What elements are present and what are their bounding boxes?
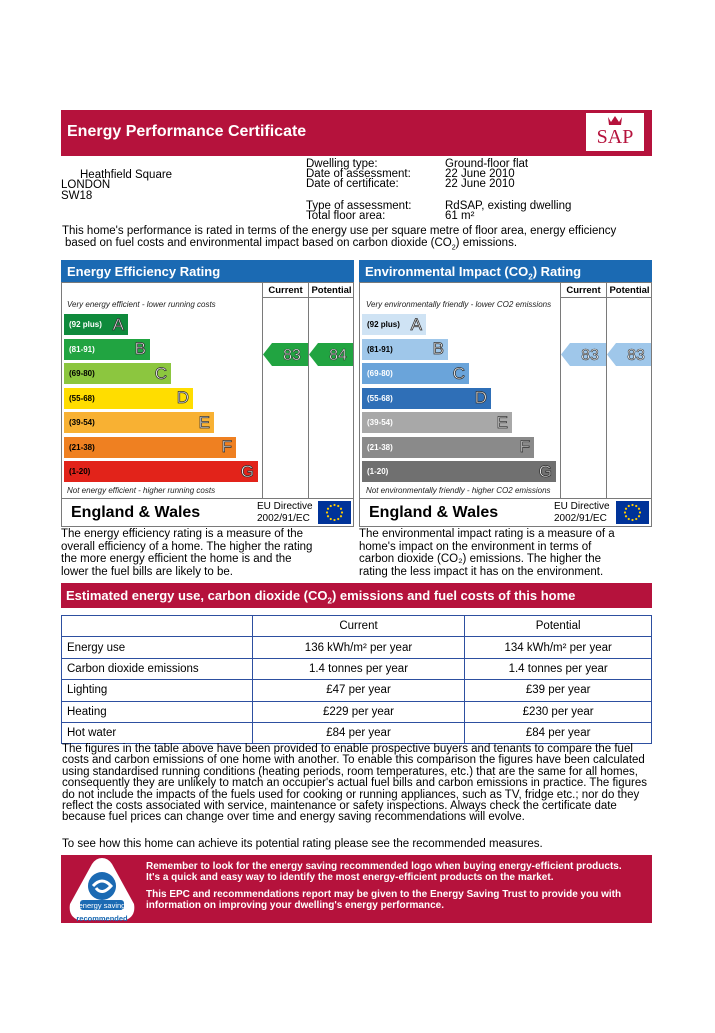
- environmental-description: The environmental impact rating is a measure of a home's impact on the environment in terms of carbon dioxide (CO₂) emissions. The higher the rating the less impact it has on the environment.: [359, 528, 615, 578]
- band-letter: C: [154, 363, 167, 383]
- table-row: [62, 701, 652, 722]
- efficiency-bands: [64, 314, 258, 486]
- efficiency-footer-rule: [61, 498, 354, 499]
- row-potential: £84 per year: [465, 722, 652, 743]
- address-line-3: SW18: [61, 190, 93, 202]
- rating-band-d: [64, 388, 193, 409]
- eu-flag-icon: [616, 501, 649, 524]
- star-icon: [341, 511, 343, 513]
- efficiency-region: England & Wales: [71, 504, 201, 521]
- efficiency-eu-directive: EU Directive 2002/91/EC: [257, 501, 313, 524]
- certificate-date-value: 22 June 2010: [445, 178, 515, 190]
- rating-band-a: [64, 314, 128, 335]
- efficiency-col-current: Current: [268, 285, 303, 296]
- star-icon: [631, 519, 633, 521]
- band-letter: C: [452, 363, 465, 383]
- star-icon: [330, 505, 332, 507]
- rating-band-b: [64, 339, 150, 360]
- band-letter: G: [240, 461, 254, 481]
- efficiency-header-rule: [262, 297, 354, 298]
- footer-paragraph-1: Remember to look for the energy saving recommended logo when buying energy-efficient products. It's a quick and easy way to identify the most energy-efficient products on the market.: [146, 861, 622, 883]
- band-letter: E: [198, 412, 210, 432]
- star-icon: [330, 518, 332, 520]
- page-title: Energy Performance Certificate: [67, 123, 307, 140]
- row-potential: £39 per year: [465, 680, 652, 701]
- band-letter: B: [134, 339, 146, 358]
- row-current: £84 per year: [252, 722, 465, 743]
- efficiency-potential-value: 84: [329, 347, 347, 364]
- rating-band-e: [64, 412, 214, 433]
- efficiency-bottom-note: Not energy efficient - higher running costs: [67, 486, 216, 495]
- efficiency-potential-indicator: [309, 343, 353, 366]
- explanation-text: The figures in the table above have been provided to enable prospective buyers and tenants to compare the fuel costs and carbon emissions of one home with another. To enable this comparison the figures have been calculated using standardised running conditions (heating periods, room temperatures, etc.) that are the same for all homes, consequently they are unlikely to match an occupier's actual fuel bills and carbon emissions in practice. The figures do not include the impacts of the fuels used for cooking or running appliances, such as TV, fridge etc.; nor do they reflect the costs associated with service, maintenance or safety inspections. Always check the certificate date because fuel prices can change over time and energy saving recommendations will evolve.: [62, 743, 647, 824]
- row-potential: £230 per year: [465, 701, 652, 722]
- row-current: £229 per year: [252, 701, 465, 722]
- eu-flag-icon: [318, 501, 351, 524]
- environmental-region: England & Wales: [369, 504, 499, 521]
- band-range: (39-54): [367, 418, 393, 427]
- star-icon: [333, 519, 335, 521]
- certificate-date-label: Date of certificate:: [306, 178, 399, 190]
- star-icon: [333, 504, 335, 506]
- star-icon: [327, 515, 329, 517]
- environmental-potential-value: 83: [627, 347, 645, 364]
- efficiency-current-value: 83: [283, 347, 301, 364]
- dwelling-type-label: Dwelling type:: [306, 158, 378, 170]
- band-letter: G: [538, 461, 552, 481]
- rating-band-c: [362, 363, 469, 384]
- environmental-col-current: Current: [566, 285, 601, 296]
- efficiency-description: The energy efficiency rating is a measure of the overall efficiency of a home. The higher the rating the more energy efficient the home is and the lower the fuel bills are likely to be.: [61, 528, 313, 578]
- rating-band-a: [362, 314, 426, 335]
- table-header-potential: Potential: [465, 616, 652, 637]
- band-letter: F: [221, 437, 232, 456]
- floor-area-label: Total floor area:: [306, 210, 386, 222]
- floor-area-value: 61 m²: [445, 210, 475, 222]
- band-range: (69-80): [367, 369, 393, 378]
- band-letter: D: [474, 388, 487, 407]
- band-range: (21-38): [69, 442, 95, 452]
- table-header-current: Current: [252, 616, 465, 637]
- row-potential: 134 kWh/m² per year: [465, 637, 652, 658]
- address-line-2: LONDON: [61, 179, 111, 191]
- table-row: [62, 722, 652, 743]
- efficiency-current-indicator: [263, 343, 308, 366]
- estimates-table: [61, 615, 652, 744]
- address-line-1: Heathfield Square: [80, 169, 173, 181]
- assessment-type-label: Type of assessment:: [306, 200, 412, 212]
- see-recommendations-text: To see how this home can achieve its potential rating please see the recommended measures.: [62, 838, 543, 850]
- star-icon: [638, 508, 640, 510]
- efficiency-panel-title: Energy Efficiency Rating: [61, 260, 354, 282]
- rating-band-d: [362, 388, 491, 409]
- environmental-divider-1: [560, 282, 561, 499]
- band-range: (69-80): [69, 369, 95, 378]
- star-icon: [635, 505, 637, 507]
- row-current: £47 per year: [252, 680, 465, 701]
- row-label: Energy use: [62, 637, 253, 658]
- band-letter: F: [519, 437, 530, 456]
- environmental-bands: [362, 314, 556, 486]
- rating-band-g: [362, 461, 556, 482]
- sap-logo: [586, 113, 644, 151]
- row-label: Heating: [62, 701, 253, 722]
- star-icon: [326, 511, 328, 513]
- star-icon: [337, 505, 339, 507]
- environmental-bottom-note: Not environmentally friendly - higher CO2 emissions: [366, 486, 551, 495]
- band-letter: B: [432, 339, 444, 358]
- intro-text: [62, 226, 652, 253]
- band-range: (92 plus): [69, 320, 102, 329]
- rating-band-e: [362, 412, 512, 433]
- environmental-top-note: Very environmentally friendly - lower CO2 emissions: [366, 300, 552, 309]
- assessment-type-value: RdSAP, existing dwelling: [445, 200, 572, 212]
- band-range: (1-20): [367, 467, 389, 476]
- environmental-current-indicator: [561, 343, 606, 366]
- rating-band-c: [64, 363, 171, 384]
- star-icon: [639, 511, 641, 513]
- rating-band-f: [64, 437, 236, 458]
- band-letter: E: [496, 412, 508, 432]
- table-header-blank: [62, 616, 253, 637]
- star-icon: [628, 505, 630, 507]
- band-letter: A: [112, 314, 124, 334]
- star-icon: [625, 515, 627, 517]
- table-row: [62, 680, 652, 701]
- band-range: (81-91): [367, 344, 393, 354]
- logo-text-line-2: recommended: [76, 914, 128, 923]
- assessment-date-label: Date of assessment:: [306, 168, 411, 180]
- environmental-footer-rule: [359, 498, 652, 499]
- intro-line-2: based on fuel costs and environmental impact based on carbon dioxide $(CO_2)$ emissions.: [65, 236, 518, 251]
- row-potential: 1.4 tonnes per year: [465, 658, 652, 679]
- row-label: Lighting: [62, 680, 253, 701]
- estimates-section-title: Estimated energy use, carbon dioxide $(CO_2)$ emissions and fuel costs of this home: [61, 583, 652, 608]
- star-icon: [635, 518, 637, 520]
- environmental-panel-title: Environmental Impact $(CO_2)$ Rating: [359, 260, 652, 282]
- table-row: [62, 637, 652, 658]
- star-icon: [628, 518, 630, 520]
- band-range: (55-68): [69, 393, 95, 403]
- environmental-col-potential: Potential: [609, 285, 650, 296]
- star-icon: [624, 511, 626, 513]
- efficiency-col-potential: Potential: [311, 285, 352, 296]
- rating-band-b: [362, 339, 448, 360]
- rating-band-g: [64, 461, 258, 482]
- efficiency-divider-2: [308, 282, 309, 499]
- dwelling-type-value: Ground-floor flat: [445, 158, 529, 170]
- star-icon: [340, 515, 342, 517]
- band-range: (81-91): [69, 344, 95, 354]
- band-letter: D: [176, 388, 189, 407]
- star-icon: [638, 515, 640, 517]
- band-range: (21-38): [367, 442, 393, 452]
- efficiency-divider-1: [262, 282, 263, 499]
- environmental-header-rule: [560, 297, 652, 298]
- table-row: [62, 658, 652, 679]
- band-range: (39-54): [69, 418, 95, 427]
- logo-text-line-1: energy saving: [78, 901, 126, 910]
- star-icon: [327, 508, 329, 510]
- intro-line-1: This home's performance is rated in terms of the energy use per square metre of floor area, energy efficiency: [62, 225, 617, 237]
- environmental-potential-indicator: [607, 343, 651, 366]
- star-icon: [631, 504, 633, 506]
- row-current: 1.4 tonnes per year: [252, 658, 465, 679]
- band-range: (55-68): [367, 393, 393, 403]
- star-icon: [625, 508, 627, 510]
- row-label: Carbon dioxide emissions: [62, 658, 253, 679]
- footer-paragraph-2: This EPC and recommendations report may be given to the Energy Saving Trust to provide you with information on improving your dwelling's energy performance.: [146, 889, 622, 911]
- band-range: (1-20): [69, 467, 91, 476]
- assessment-date-value: 22 June 2010: [445, 168, 515, 180]
- band-letter: A: [410, 314, 422, 334]
- row-current: 136 kWh/m² per year: [252, 637, 465, 658]
- row-label: Hot water: [62, 722, 253, 743]
- energy-saving-recommended-logo: [66, 856, 138, 924]
- environmental-current-value: 83: [581, 347, 599, 364]
- environmental-divider-2: [606, 282, 607, 499]
- star-icon: [337, 518, 339, 520]
- rating-band-f: [362, 437, 534, 458]
- band-range: (92 plus): [367, 320, 400, 329]
- sap-logo-text: SAP: [596, 126, 634, 148]
- environmental-eu-directive: EU Directive 2002/91/EC: [554, 501, 610, 524]
- table-header-row: [62, 616, 652, 637]
- star-icon: [340, 508, 342, 510]
- efficiency-top-note: Very energy efficient - lower running costs: [67, 300, 216, 309]
